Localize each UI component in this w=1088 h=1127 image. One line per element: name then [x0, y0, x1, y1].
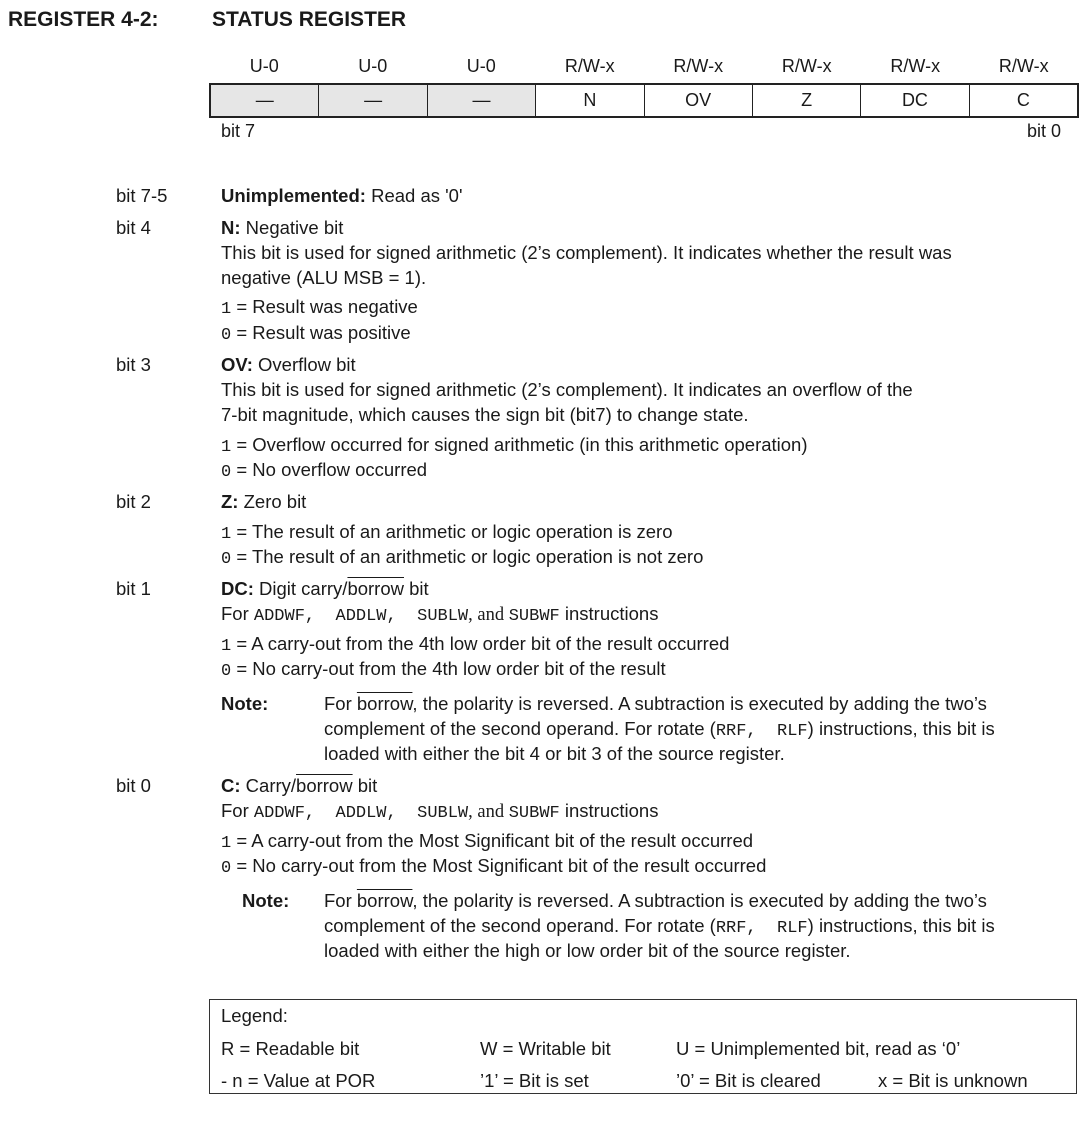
bit4-title-text: Negative bit — [240, 217, 344, 238]
bit1-value-1-text: = A carry-out from the 4th low order bit of the result occurred — [231, 633, 730, 654]
bit3-name: OV: — [221, 354, 253, 375]
access-bit0: R/W-x — [998, 56, 1049, 76]
bit4-value-1 — [221, 294, 418, 322]
bit0-note-label: Note: — [242, 890, 290, 911]
bit1-instr-pre: For — [221, 603, 254, 624]
legend-set: ’1’ = Bit is set — [480, 1070, 589, 1091]
bit0-note-l1: , the polarity is reversed. A subtraction is executed by adding the two’s — [412, 890, 987, 911]
access-bit7: U-0 — [249, 56, 279, 76]
bit0-value-1 — [221, 828, 753, 856]
bit3-title-text: Overflow bit — [252, 354, 356, 375]
bit2-value-0-key: 0 — [221, 550, 232, 569]
bit4-desc-line1: This bit is used for signed arithmetic (2’s complement). It indicates whether the result was — [221, 242, 952, 263]
bit4-value-0-key: 0 — [221, 326, 232, 345]
bit0-note-borrow: borrow — [356, 890, 413, 911]
bit0-instr-code2: SUBWF — [508, 804, 560, 823]
bit-cell-1: DC — [861, 85, 969, 116]
bit1-instr-post: instructions — [559, 603, 659, 624]
bit1-title-borrow: borrow — [347, 578, 404, 599]
bit1-value-0 — [221, 656, 666, 684]
bit2-value-1-key: 1 — [221, 525, 232, 544]
bit2-title — [221, 489, 306, 514]
bit0-value-0-text: = No carry-out from the Most Significant bit of the result occurred — [231, 855, 767, 876]
bit3-value-1 — [221, 432, 808, 460]
bit-cell-4: N — [536, 85, 644, 116]
legend-unknown: x = Bit is unknown — [878, 1070, 1028, 1091]
bit0-note-line1 — [324, 888, 987, 913]
bit75-description — [221, 183, 462, 208]
bit3-value-1-text: = Overflow occurred for signed arithmetic (in this arithmetic operation) — [231, 434, 808, 455]
bit75-label: bit 7-5 — [116, 185, 168, 206]
bit0-title-pre: Carry/ — [240, 775, 297, 796]
bit3-value-0-key: 0 — [221, 463, 232, 482]
bit3-label: bit 3 — [116, 354, 151, 375]
bit0-instr-pre: For — [221, 800, 254, 821]
bit0-title-borrow: borrow — [296, 775, 353, 796]
register-number: REGISTER 4-2: — [8, 8, 159, 31]
bit0-title-post: bit — [352, 775, 378, 796]
bit3-value-0-text: = No overflow occurred — [231, 459, 428, 480]
legend-cleared: ’0’ = Bit is cleared — [676, 1070, 821, 1091]
bit-cell-3: OV — [645, 85, 753, 116]
bit3-value-1-key: 1 — [221, 438, 232, 457]
bit0-instr-code: ADDWF, ADDLW, SUBLW — [253, 804, 469, 823]
bit0-value-0-key: 0 — [221, 859, 232, 878]
bit2-title-text: Zero bit — [238, 491, 307, 512]
bit1-title — [221, 576, 429, 601]
bit-cell-5: — — [428, 85, 536, 116]
bit4-title — [221, 215, 343, 240]
bit1-note-pre: For — [324, 693, 357, 714]
legend-por: - n = Value at POR — [221, 1070, 376, 1091]
bit1-note-l2-code: RRF, RLF — [715, 722, 808, 741]
bit1-name: DC: — [221, 578, 254, 599]
bit4-value-0 — [221, 320, 411, 348]
lsb-label: bit 0 — [1027, 121, 1062, 141]
bit0-note-l2-post: ) instructions, this bit is — [807, 915, 995, 936]
bit1-instructions — [221, 601, 658, 629]
bit0-instr-and: , and — [468, 802, 509, 822]
bit1-value-0-text: = No carry-out from the 4th low order bit of the result — [231, 658, 666, 679]
bit3-desc-line2: 7-bit magnitude, which causes the sign bit (bit7) to change state. — [221, 404, 749, 425]
bit1-note-l2-pre: complement of the second operand. For rotate ( — [324, 718, 716, 739]
bit2-value-0 — [221, 544, 703, 572]
bit1-note-borrow: borrow — [356, 693, 413, 714]
bit0-note-pre: For — [324, 890, 357, 911]
access-bit2: R/W-x — [781, 56, 832, 76]
register-bit-table — [209, 83, 1079, 118]
bit-cell-7: — — [211, 85, 319, 116]
bit1-instr-code: ADDWF, ADDLW, SUBLW — [253, 607, 469, 626]
legend-title: Legend: — [221, 1005, 288, 1026]
bit3-value-0 — [221, 457, 427, 485]
legend-box — [209, 999, 1077, 1094]
bit1-value-1 — [221, 631, 729, 659]
bit2-value-1-text: = The result of an arithmetic or logic operation is zero — [231, 521, 673, 542]
bit1-label: bit 1 — [116, 578, 151, 599]
bit0-name: C: — [221, 775, 241, 796]
bit0-note-l2-pre: complement of the second operand. For rotate ( — [324, 915, 716, 936]
bit75-text: Read as '0' — [365, 185, 463, 206]
bit-cell-2: Z — [753, 85, 861, 116]
bit2-label: bit 2 — [116, 491, 151, 512]
bit4-label: bit 4 — [116, 217, 151, 238]
bit0-title — [221, 773, 377, 798]
bit1-note-label: Note: — [221, 693, 269, 714]
bit2-value-0-text: = The result of an arithmetic or logic operation is not zero — [231, 546, 704, 567]
bit0-note-line3: loaded with either the high or low order bit of the source register. — [324, 940, 851, 961]
bit0-value-1-key: 1 — [221, 834, 232, 853]
access-bit5: U-0 — [466, 56, 496, 76]
bit1-note-line2 — [324, 716, 995, 744]
legend-readable: R = Readable bit — [221, 1038, 360, 1059]
bit4-desc-line2: negative (ALU MSB = 1). — [221, 267, 427, 288]
bit1-note-l1: , the polarity is reversed. A subtraction is executed by adding the two’s — [412, 693, 987, 714]
bit1-value-0-key: 0 — [221, 662, 232, 681]
register-title: STATUS REGISTER — [212, 8, 407, 31]
bit0-label: bit 0 — [116, 775, 151, 796]
bit1-instr-and: , and — [468, 605, 509, 625]
bit3-title — [221, 352, 356, 377]
bit0-value-1-text: = A carry-out from the Most Significant bit of the result occurred — [231, 830, 754, 851]
access-bit6: U-0 — [358, 56, 388, 76]
bit4-value-1-key: 1 — [221, 300, 232, 319]
bit75-name: Unimplemented: — [221, 185, 366, 206]
bit0-value-0 — [221, 853, 766, 881]
bit0-note-line2 — [324, 913, 995, 941]
bit1-title-pre: Digit carry/ — [253, 578, 348, 599]
bit0-instr-post: instructions — [559, 800, 659, 821]
bit4-name: N: — [221, 217, 241, 238]
msb-label: bit 7 — [221, 121, 256, 141]
bit2-name: Z: — [221, 491, 239, 512]
bit1-instr-code2: SUBWF — [508, 607, 560, 626]
bit1-note-line1 — [324, 691, 987, 716]
bit2-value-1 — [221, 519, 673, 547]
access-bit4: R/W-x — [564, 56, 615, 76]
access-bit1: R/W-x — [890, 56, 941, 76]
bit1-title-post: bit — [404, 578, 429, 599]
access-bit3: R/W-x — [673, 56, 724, 76]
bit4-value-0-text: = Result was positive — [231, 322, 411, 343]
bit1-note-l2-post: ) instructions, this bit is — [807, 718, 995, 739]
bit0-instructions — [221, 798, 658, 826]
legend-unimplemented: U = Unimplemented bit, read as ‘0’ — [676, 1038, 961, 1059]
legend-writable: W = Writable bit — [480, 1038, 611, 1059]
bit4-value-1-text: = Result was negative — [231, 296, 418, 317]
bit-access-row — [210, 56, 1078, 77]
bit0-note-l2-code: RRF, RLF — [715, 919, 808, 938]
bit1-value-1-key: 1 — [221, 637, 232, 656]
bit3-desc-line1: This bit is used for signed arithmetic (2’s complement). It indicates an overflow of the — [221, 379, 913, 400]
bit-cell-6: — — [319, 85, 427, 116]
bit1-note-line3: loaded with either the bit 4 or bit 3 of the source register. — [324, 743, 785, 764]
bit-cell-0: C — [970, 85, 1079, 116]
